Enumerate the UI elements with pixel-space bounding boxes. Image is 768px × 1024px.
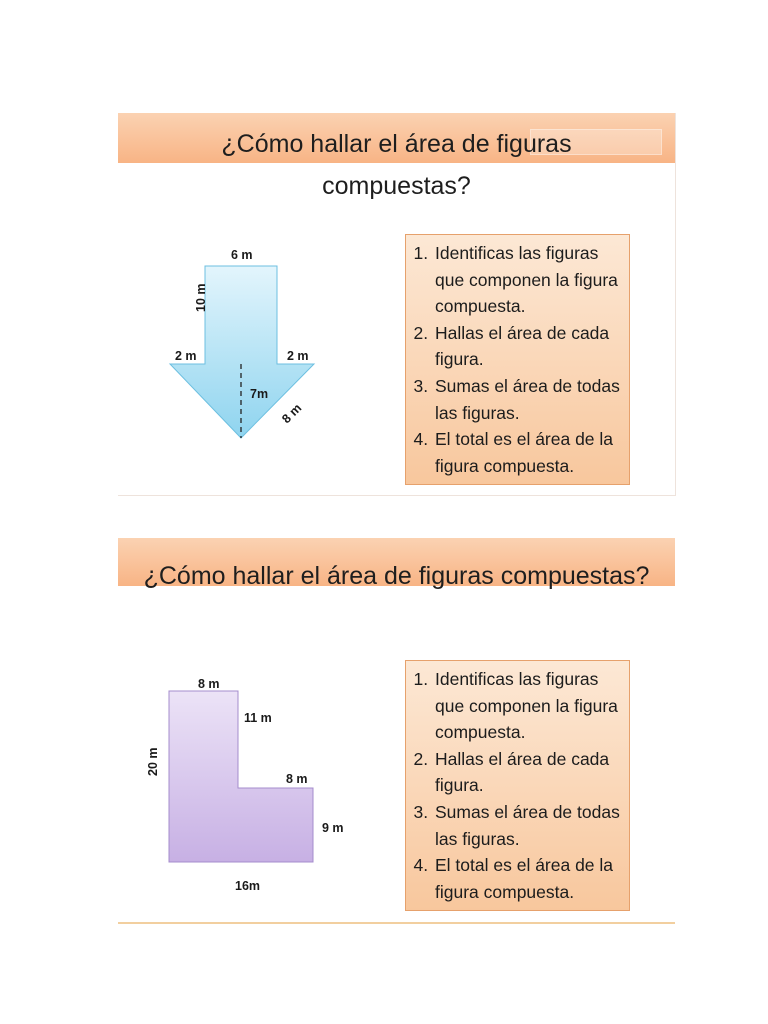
- label-inner-width: 8 m: [286, 772, 308, 786]
- label-side: 8 m: [279, 400, 305, 427]
- step-item: 4. El total es el área de la figura compuesta.: [433, 852, 623, 905]
- step-item: 1. Identificas las figuras que componen la figura compuesta.: [433, 240, 623, 320]
- label-top-width: 8 m: [198, 677, 220, 691]
- step-item: 4. El total es el área de la figura compuesta.: [433, 426, 623, 479]
- label-total-height: 20 m: [146, 747, 160, 776]
- steps-box: [405, 234, 630, 485]
- slide-title-line1: ¿Cómo hallar el área de figuras: [221, 130, 572, 158]
- step-item: 3. Sumas el área de todas las figuras.: [433, 373, 623, 426]
- steps-box: [405, 660, 630, 911]
- step-item: 2. Hallas el área de cada figura.: [433, 320, 623, 373]
- label-bottom-width: 16m: [235, 879, 261, 893]
- l-figure: [118, 538, 398, 922]
- label-right-height: 9 m: [322, 821, 344, 835]
- step-item: 3. Sumas el área de todas las figuras.: [433, 799, 623, 852]
- slide-title: ¿Cómo hallar el área de figuras compuestas?: [143, 562, 650, 590]
- step-item: 1. Identificas las figuras que componen la figura compuesta.: [433, 666, 623, 746]
- slide-arrow-figure: [118, 113, 676, 496]
- label-left-ledge: 2 m: [175, 349, 197, 363]
- label-triangle-height: 7m: [250, 387, 269, 401]
- steps-list: [414, 240, 623, 479]
- step-item: 2. Hallas el área de cada figura.: [433, 746, 623, 799]
- label-height: 10 m: [194, 283, 208, 312]
- slide-l-figure: [118, 538, 675, 924]
- slide-title-line2: compuestas?: [322, 172, 471, 200]
- label-inner-height: 11 m: [244, 711, 272, 725]
- label-right-ledge: 2 m: [287, 349, 309, 363]
- steps-list: [414, 666, 623, 905]
- label-top-width: 6 m: [231, 248, 253, 262]
- arrow-figure: [118, 113, 398, 495]
